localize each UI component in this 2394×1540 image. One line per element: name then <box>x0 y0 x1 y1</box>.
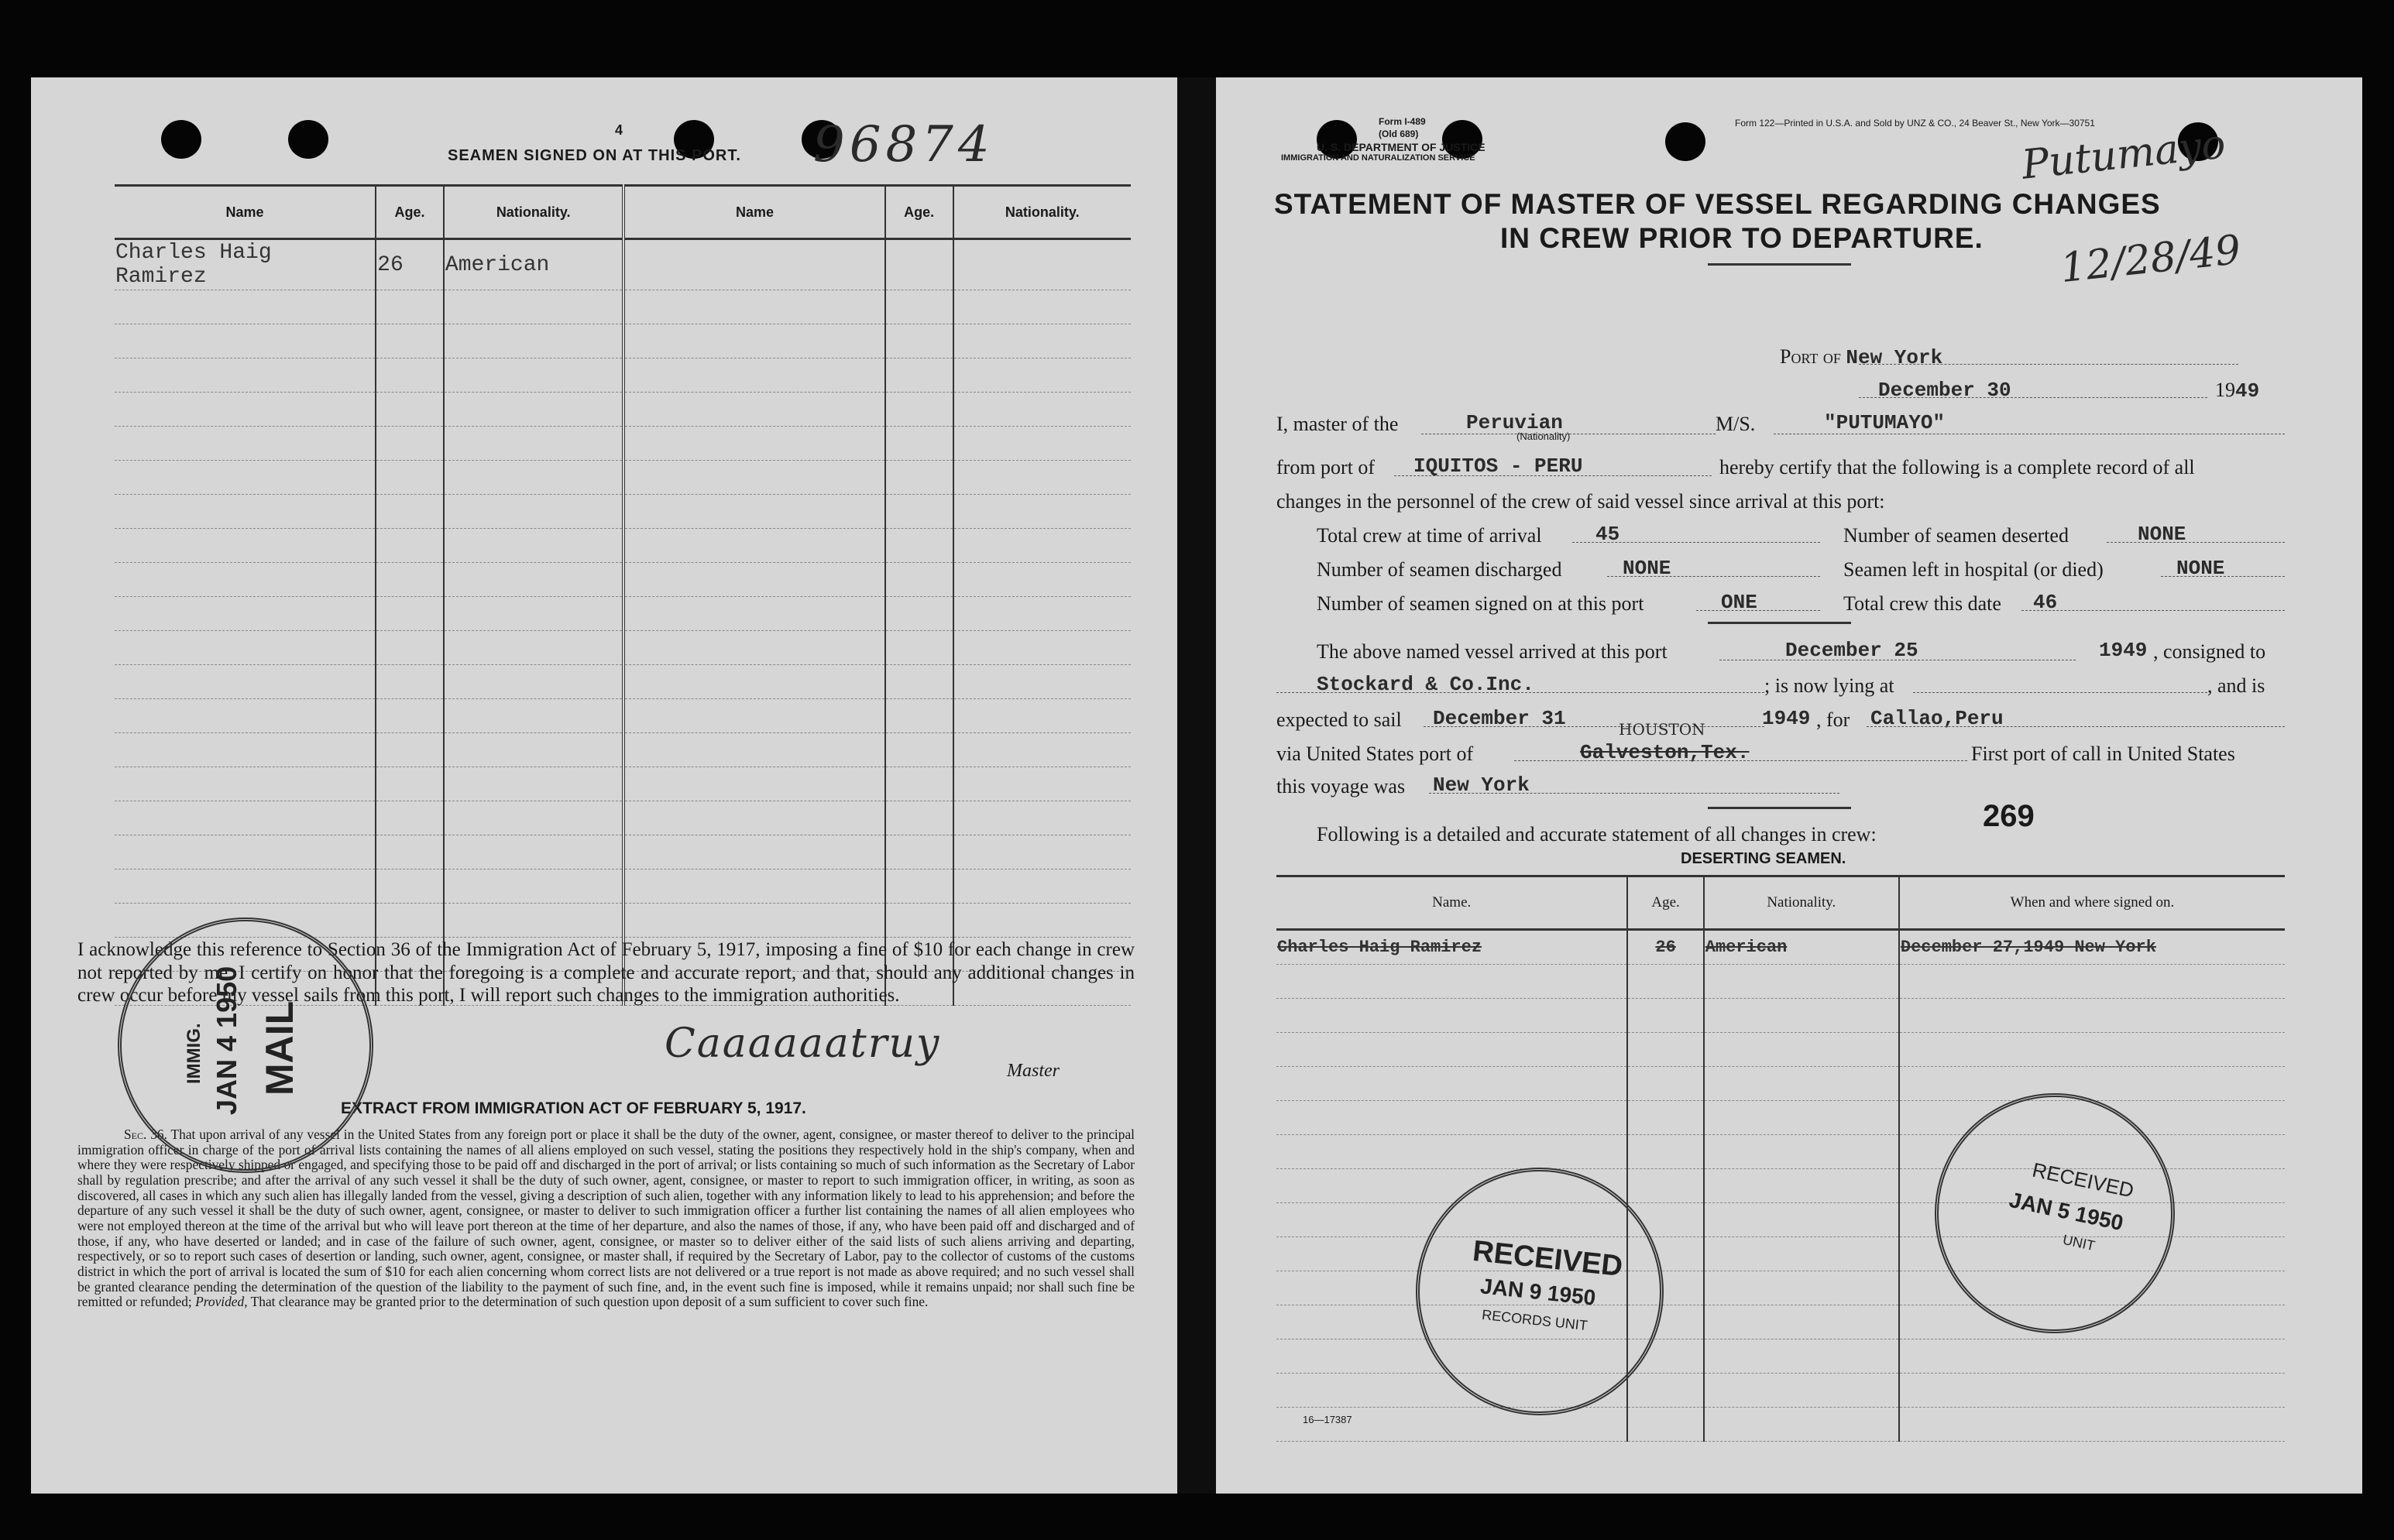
deserted-label: Number of seamen deserted <box>1843 524 2069 547</box>
hospital-value: NONE <box>2176 557 2225 580</box>
blank-row <box>1276 1067 2285 1101</box>
received-stamp-records <box>1416 1168 1664 1415</box>
total-arrival-value: 45 <box>1595 523 1620 546</box>
extract-text: That upon arrival of any vessel in the United States from any foreign port or place it shall be the duty of the owner, agent, consignee, or master thereof to deliver to the principal immigration officer in charge of the port of arrival lists containing the names of all aliens employed on such vessel, stating the positions they respectively hold in the ship's company, when and where they were respectively shipped or engaged, and specifying those to be paid off and discharged in the port of arrival; or lists containing so much of such information as the Secretary of Labor shall by regulation prescribe; and after the arrival of any such vessel it shall be the duty of such owner, agent, consignee, or master to report to such immigration officer, in writing, as soon as discovered, all cases in which any such alien has illegally landed from the vessel, giving a description of such alien, together with any information likely to lead to his apprehension; and before the departure of any such vessel it shall be the duty of such owner, agent, consignee, or master to deliver to such immigration officer a further list containing the names of all alien employees who were not employed thereon at the time of the arrival but who will leave port thereon at the time of her departure, and also the names of those, if any, who have been paid off and discharged and of those, if any, who have deserted or landed; and in case of the failure of such owner, agent, consignee, or master so to deliver either of the said lists of such aliens arriving and departing, respectively, or so to report such cases of desertion or landing, such owner, agent, consignee, or master shall, if required by the Secretary of Labor, pay to the collector of customs of the customs district in which the port of arrival is located the sum of $10 for each alien concerning whom correct lists are not delivered or a true report is not made as above required; and no such vessel shall be granted clearance pending the determination of the question of the liability to the payment of such fine, and, in the event such fine is imposed, while it remains unpaid; nor shall such fine be remitted or refunded; <box>77 1127 1135 1310</box>
blank-row <box>115 529 1131 563</box>
col-name: Name <box>115 186 376 239</box>
blank-row <box>115 393 1131 427</box>
discharged-label: Number of seamen discharged <box>1317 558 1562 581</box>
blank-row <box>115 597 1131 631</box>
master-signature: ⁠Caaaaaatruy <box>665 1020 941 1067</box>
blank-row <box>115 869 1131 904</box>
page-fold <box>1177 77 1216 1494</box>
col-age: Age. <box>1627 876 1703 930</box>
blank-row <box>115 767 1131 801</box>
vessel-nationality: Peruvian <box>1466 411 1563 434</box>
master-label: Master <box>1007 1061 1060 1081</box>
for-label: , for <box>1816 708 1850 731</box>
via-port: Galveston,Tex. <box>1580 741 1750 764</box>
total-arrival-label: Total crew at time of arrival <box>1317 524 1542 547</box>
blank-row <box>115 699 1131 733</box>
extract-title: EXTRACT FROM IMMIGRATION ACT OF FEBRUARY 5, 1917. <box>341 1099 806 1117</box>
year-value: 49 <box>2235 379 2260 403</box>
cell-name: Charles Haig Ramirez <box>115 239 376 290</box>
mail-stamp-label: MAIL <box>258 1000 301 1096</box>
section-rule-2 <box>1708 807 1851 809</box>
statement-year <box>2215 375 2259 406</box>
blank-row <box>115 495 1131 529</box>
service: IMMIGRATION AND NATURALIZATION SERVICE <box>1281 153 1475 163</box>
arrived-date: December 25 <box>1785 639 1918 662</box>
following-label: Following is a detailed and accurate statement of all changes in crew: <box>1317 823 1877 845</box>
count-stamp: 269 <box>1983 799 2035 833</box>
mail-stamp <box>118 917 373 1173</box>
consignee: Stockard & Co.Inc. <box>1317 673 1534 696</box>
table-row <box>115 239 1131 290</box>
received-stamp-2-label: RECEIVED <box>2030 1158 2136 1202</box>
cell-signed-on: December 27,1949 New York <box>1899 930 2285 965</box>
port-value: New York <box>1846 346 1943 369</box>
deserting-title: DESERTING SEAMEN. <box>1681 850 1846 867</box>
blank-row <box>115 324 1131 358</box>
lying-label: ; is now lying at <box>1764 674 1894 697</box>
punch-hole <box>1665 122 1705 161</box>
punch-hole <box>161 120 201 159</box>
col-nationality-2: Nationality. <box>953 186 1132 239</box>
acknowledgement-text: I acknowledge this reference to Section 36 of the Immigration Act of February 5, 1917, imposing a fine of $10 for each change in crew not reported by me. I certify on honor that the foregoing is a complete and accurate report, and that, should any additional changes in crew occur before my vessel sails from this port, I will report such changes to the immigration authorities. <box>77 939 1135 1006</box>
blank-row <box>115 427 1131 461</box>
punch-hole <box>288 120 328 159</box>
cell-age: 26 <box>1627 930 1703 965</box>
from-port-label: from port of <box>1276 456 1376 478</box>
received-stamp-label: RECEIVED <box>1471 1234 1624 1284</box>
certify-text-2: changes in the personnel of the crew of said vessel since arrival at this port: <box>1276 490 1885 513</box>
consigned-label: , consigned to <box>2153 640 2266 663</box>
left-title: SEAMEN SIGNED ON AT THIS PORT. <box>448 147 741 164</box>
table-row <box>1276 930 2285 965</box>
section-rule <box>1708 622 1851 624</box>
mail-stamp-line1: IMMIG. <box>184 1023 204 1084</box>
col-name-2: Name <box>623 186 884 239</box>
first-call-label: First port of call in United States <box>1971 743 2235 765</box>
arrived-year: 1949 <box>2099 639 2148 662</box>
and-is-label: , and is <box>2207 674 2265 697</box>
blank-row <box>1276 965 2285 999</box>
statement-date: December 30 <box>1878 379 2011 402</box>
blank-row <box>115 358 1131 393</box>
signed-on-value: ONE <box>1721 591 1757 614</box>
form-number: Form I-489 <box>1379 116 1426 127</box>
total-date-label: Total crew this date <box>1843 592 2001 615</box>
blank-row <box>115 801 1131 835</box>
col-age: Age. <box>376 186 444 239</box>
extract-end: That clearance may be granted prior to the determination of such question upon deposit of a sum sufficient to cover such fine. <box>250 1294 929 1310</box>
received-stamp-2-unit: UNIT <box>2061 1231 2097 1254</box>
title-rule <box>1708 263 1851 266</box>
form-title-line1: STATEMENT OF MASTER OF VESSEL REGARDING CHANGES <box>1274 188 2161 220</box>
department: U. S. DEPARTMENT OF JUSTICE <box>1317 141 1486 153</box>
cell-name: Charles Haig Ramirez <box>1276 930 1627 965</box>
this-voyage-label: this voyage was <box>1276 775 1406 797</box>
sail-date: December 31 <box>1433 707 1566 730</box>
destination: Callao,Peru <box>1870 707 2004 730</box>
received-stamp-unit: RECORDS UNIT <box>1481 1306 1589 1334</box>
printer-line: Form 122—Printed in U.S.A. and Sold by UNZ & CO., 24 Beaver St., New York—30751 <box>1735 118 2095 129</box>
blank-row <box>115 461 1131 495</box>
via-correction: HOUSTON <box>1619 720 1705 739</box>
col-name: Name. <box>1276 876 1627 930</box>
file-number: 96874 <box>813 116 994 173</box>
blank-row <box>115 835 1131 869</box>
received-stamp-date: JAN 9 1950 <box>1479 1274 1597 1310</box>
hospital-label: Seamen left in hospital (or died) <box>1843 558 2104 581</box>
col-signed-on: When and where signed on. <box>1899 876 2285 930</box>
year-prefix: 19 <box>2215 379 2235 401</box>
mail-stamp-date: JAN 4 1950 <box>211 966 242 1115</box>
blank-row <box>115 665 1131 699</box>
discharged-value: NONE <box>1623 557 1671 580</box>
signed-on-label: Number of seamen signed on at this port <box>1317 592 1644 615</box>
form-title-line2: IN CREW PRIOR TO DEPARTURE. <box>1500 222 1984 254</box>
col-nationality: Nationality. <box>1704 876 1899 930</box>
vessel-type: M/S. <box>1716 413 1756 435</box>
cell-age: 26 <box>376 239 444 290</box>
seamen-signed-table <box>115 184 1131 1006</box>
total-date-value: 46 <box>2033 591 2058 614</box>
via-label: via United States port of <box>1276 743 1474 765</box>
cell-nationality: American <box>444 239 623 290</box>
port-label: Port of <box>1780 345 1841 368</box>
expected-label: expected to sail <box>1276 708 1402 731</box>
certify-text: hereby certify that the following is a complete record of all <box>1719 456 2195 478</box>
handwritten-date: 12/28/49 <box>2058 226 2244 293</box>
handwritten-vessel: Putumayo <box>2019 121 2228 189</box>
blank-row <box>1276 1033 2285 1067</box>
from-port: IQUITOS - PERU <box>1413 454 1583 478</box>
form-old-number: (Old 689) <box>1379 129 1419 139</box>
blank-row <box>1276 1408 2285 1442</box>
blank-row <box>1276 1374 2285 1408</box>
col-nationality: Nationality. <box>444 186 623 239</box>
form-code: 16—17387 <box>1303 1414 1352 1425</box>
vessel-name: "PUTUMAYO" <box>1824 411 1946 434</box>
seamen-signed-rows <box>115 239 1131 1006</box>
deserted-value: NONE <box>2138 523 2186 546</box>
first-call: New York <box>1433 773 1530 797</box>
extract-section: Sec. 36. <box>124 1127 167 1142</box>
sail-year: 1949 <box>1762 707 1811 730</box>
received-stamp-2 <box>1935 1093 2175 1333</box>
blank-row <box>115 563 1131 597</box>
received-stamp-2-date: JAN 5 1950 <box>2007 1187 2126 1236</box>
page-number: 4 <box>615 122 624 138</box>
extract-provided: Provided, <box>195 1294 248 1310</box>
blank-row <box>115 290 1131 324</box>
cell-nationality: American <box>1704 930 1899 965</box>
blank-row <box>115 631 1131 665</box>
blank-row <box>1276 999 2285 1033</box>
nationality-label: (Nationality) <box>1516 430 1571 442</box>
arrived-label: The above named vessel arrived at this port <box>1317 640 1668 663</box>
blank-row <box>115 733 1131 767</box>
master-of-label: I, master of the <box>1276 413 1399 435</box>
col-age-2: Age. <box>885 186 953 239</box>
port-row <box>1780 341 1942 373</box>
